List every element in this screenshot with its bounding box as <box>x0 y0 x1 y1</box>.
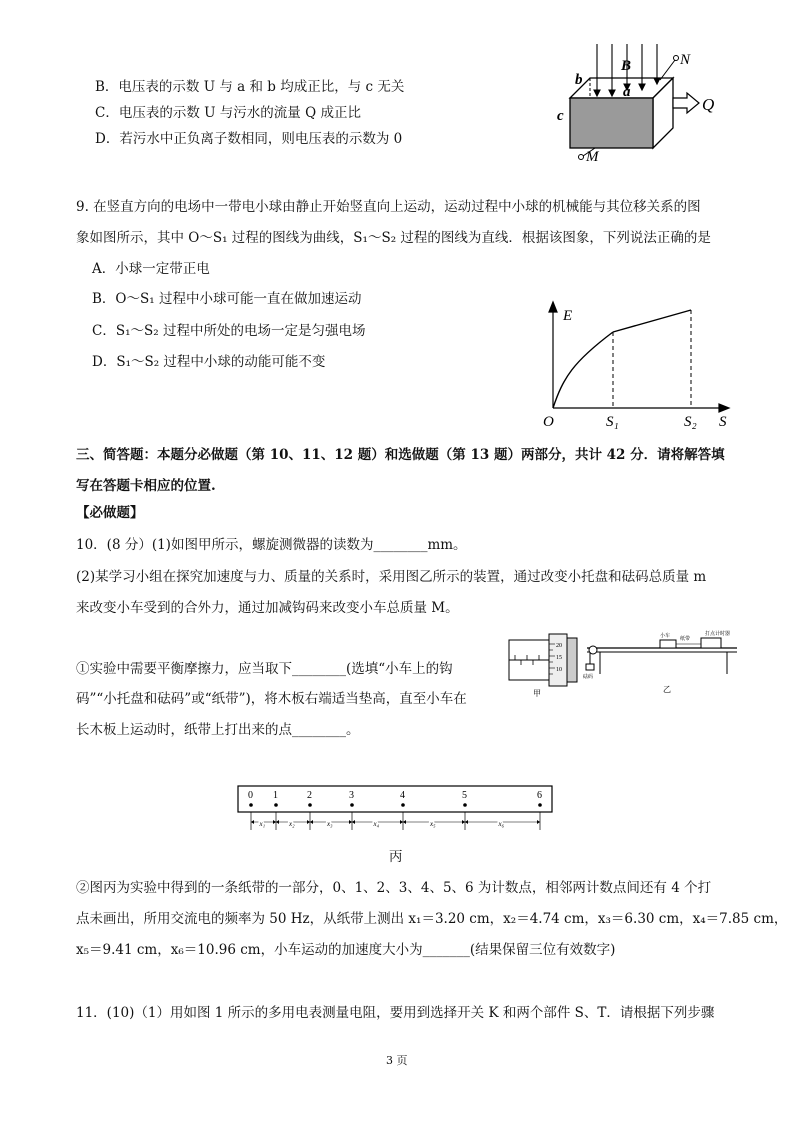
tape-strip <box>238 786 552 812</box>
q10-step1-line3: 长木板上运动时，纸带上打出来的点________。 <box>76 722 360 738</box>
tape-point-label-2: 2 <box>307 790 312 801</box>
tape-point-label-5: 5 <box>462 790 467 801</box>
tape-point-label-1: 1 <box>273 790 278 801</box>
tape-arrow-right-2 <box>307 820 310 824</box>
q10-paper-tape-figure <box>236 782 556 847</box>
apparatus-car-label: 小车 <box>660 634 671 639</box>
q9-option-a: A．小球一定带正电 <box>92 261 210 277</box>
tape-segment-label-6: x₆ <box>498 820 505 828</box>
micrometer-tick-20: 20 <box>556 643 562 649</box>
q11-stem: 11．(10)（1）用如图 1 所示的多用电表测量电阻，要用到选择开关 K 和两个部件 S、T．请根据下列步骤 <box>76 1005 715 1021</box>
micrometer-tick-15: 15 <box>556 655 562 661</box>
q10-step1-line1: ①实验中需要平衡摩擦力，应当取下________(选填“小车上的钩 <box>76 661 453 677</box>
tape-dot-3 <box>350 803 354 807</box>
fig-label-M: M <box>586 149 599 165</box>
tape-point-label-6: 6 <box>537 790 542 801</box>
q9-option-c: C．S₁～S₂ 过程中所处的电场一定是匀强电场 <box>92 323 366 339</box>
graph-label-E: E <box>563 308 573 324</box>
fig-jia-label: 甲 <box>533 689 541 698</box>
tape-dot-1 <box>274 803 278 807</box>
tape-dot-6 <box>538 803 542 807</box>
q9-stem-line2: 象如图所示，其中 O～S₁ 过程的图线为曲线，S₁～S₂ 过程的图线为直线．根据该图象，下列说法正确的是 <box>76 230 711 246</box>
tape-arrow-left-4 <box>352 820 355 824</box>
graph-label-S1: S₁ <box>606 414 619 430</box>
micrometer-tick-10: 10 <box>556 667 562 673</box>
q10-step2-line3: x₅＝9.41 cm，x₆＝10.96 cm，小车运动的加速度大小为_______(结果保留三位有效数字) <box>76 942 616 958</box>
page-number: 3 页 <box>386 1054 408 1067</box>
tape-dot-0 <box>249 803 253 807</box>
fig-label-B: B <box>621 58 632 74</box>
graph-label-S2: S₂ <box>684 414 697 430</box>
fig-label-c: c <box>557 108 564 124</box>
q9-option-b: B．O～S₁ 过程中小球可能一直在做加速运动 <box>92 291 362 307</box>
fig-yi-label: 乙 <box>663 685 671 694</box>
apparatus-timer-label: 打点计时器 <box>705 632 731 637</box>
tape-caption: 丙 <box>389 849 403 865</box>
section3-heading-line1: 三、简答题：本题分必做题（第 10、11、12 题）和选做题（第 13 题）两部分，共计 42 分．请将解答填 <box>76 447 725 463</box>
q10-step2-line2: 点未画出，所用交流电的频率为 50 Hz，从纸带上测出 x₁＝3.20 cm，x₂＝4.74 cm，x₃＝6.30 cm，x₄＝7.85 cm， <box>76 911 788 927</box>
tape-arrow-right-6 <box>537 820 540 824</box>
q8-option-b: B．电压表的示数 U 与 a 和 b 均成正比，与 c 无关 <box>95 79 405 95</box>
tape-point-label-3: 3 <box>349 790 354 801</box>
fig-label-Q: Q <box>702 95 715 114</box>
tape-segment-label-1: x₁ <box>259 820 266 828</box>
tape-arrow-left-6 <box>465 820 468 824</box>
tape-segment-label-2: x₂ <box>289 820 295 828</box>
q10-part2-line2: 来改变小车受到的合外力，通过加减钩码来改变小车总质量 M。 <box>76 600 459 616</box>
q10-part2-line1: (2)某学习小组在探究加速度与力、质量的关系时，采用图乙所示的装置，通过改变小托盘和砝码总质量 m <box>76 569 707 585</box>
tape-arrow-left-5 <box>403 820 406 824</box>
q8-option-d: D．若污水中正负离子数相同，则电压表的示数为 0 <box>95 131 403 147</box>
fig-label-a: a <box>623 84 631 100</box>
tape-dot-2 <box>308 803 312 807</box>
tape-arrow-left-1 <box>251 820 254 824</box>
q9-stem-line1: 9. 在竖直方向的电场中一带电小球由静止开始竖直向上运动，运动过程中小球的机械能与其位移关系的图 <box>76 199 701 215</box>
q10-apparatus-figure <box>505 630 745 700</box>
graph-label-O: O <box>543 414 554 430</box>
tape-dot-5 <box>463 803 467 807</box>
q8-option-c: C．电压表的示数 U 与污水的流量 Q 成正比 <box>95 105 361 121</box>
q9-option-d: D．S₁～S₂ 过程中小球的动能可能不变 <box>92 354 326 370</box>
q10-step2-line1: ②图丙为实验中得到的一条纸带的一部分，0、1、2、3、4、5、6 为计数点，相邻两计数点间还有 4 个打 <box>76 880 712 896</box>
q9-energy-displacement-graph <box>535 300 735 435</box>
tape-segment-label-5: x₅ <box>430 820 436 828</box>
tape-arrow-left-3 <box>310 820 313 824</box>
tape-dot-4 <box>401 803 405 807</box>
tape-arrow-right-3 <box>349 820 352 824</box>
tape-arrow-left-2 <box>276 820 279 824</box>
tape-point-label-0: 0 <box>248 790 253 801</box>
tape-arrow-right-4 <box>400 820 403 824</box>
q10-part1: 10．(8 分）(1)如图甲所示，螺旋测微器的读数为________mm。 <box>76 537 467 553</box>
apparatus-tray-label: 砝码 <box>583 675 594 680</box>
section3-heading-line2: 写在答题卡相应的位置. <box>76 478 216 494</box>
fig-label-N: N <box>680 52 691 68</box>
graph-label-S: S <box>719 414 727 430</box>
q8-flowmeter-figure <box>555 40 735 165</box>
tape-segment-label-3: x₃ <box>327 820 333 828</box>
apparatus-paper-label: 纸带 <box>680 637 691 642</box>
q10-step1-line2: 码”“小托盘和砝码”或“纸带”)，将木板右端适当垫高，直至小车在 <box>76 691 467 707</box>
fig-label-b: b <box>575 72 583 88</box>
required-section-label: 【必做题】 <box>76 505 144 521</box>
tape-segment-label-4: x₄ <box>373 820 380 828</box>
tape-point-label-4: 4 <box>400 790 405 801</box>
tape-arrow-right-1 <box>273 820 276 824</box>
tape-arrow-right-5 <box>462 820 465 824</box>
